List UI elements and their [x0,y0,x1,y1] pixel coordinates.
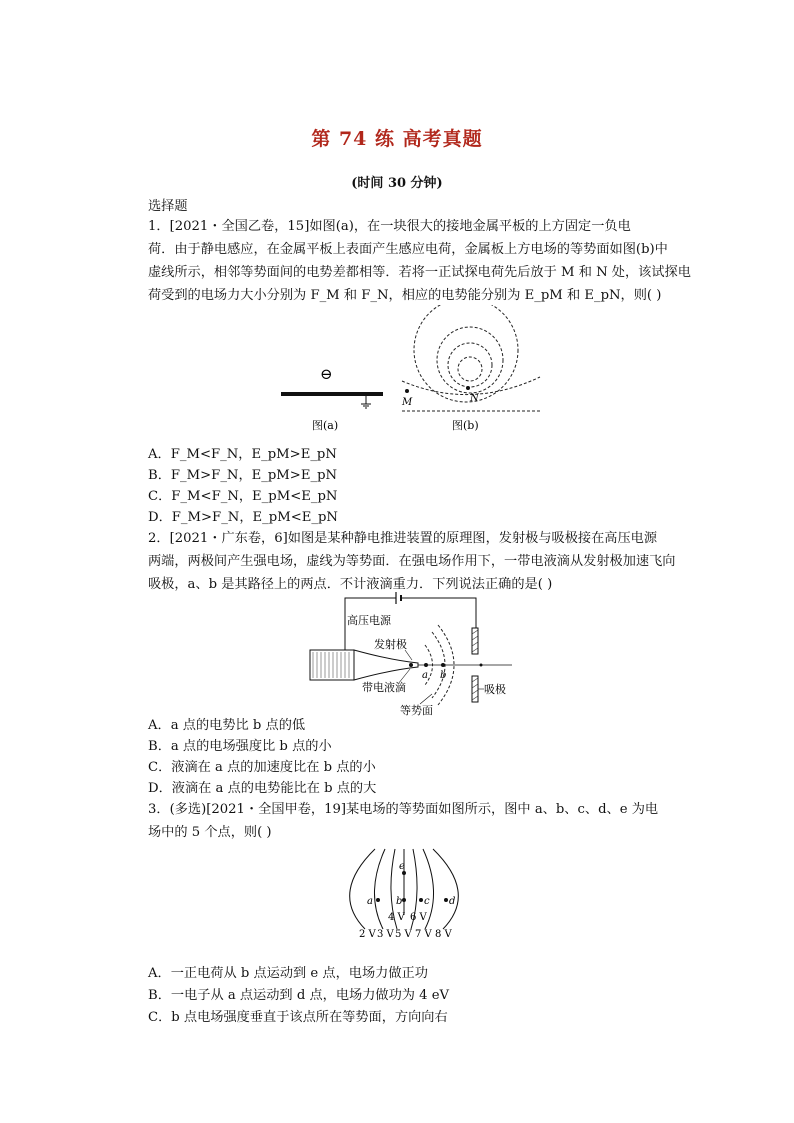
q2-figure [0,590,794,740]
svg-text:7 V: 7 V [415,929,432,940]
svg-text:e: e [399,861,405,872]
q2-text-line-1: 2．[2021・广东卷，6]如图是某种静电推进装置的原理图，发射极与吸极接在高压电源 [148,531,658,546]
q2-label-b: b [440,670,447,681]
svg-text:N: N [470,393,479,404]
q1-fig-b-point-n [466,386,470,390]
q2-option-c: C．液滴在 a 点的加速度比在 b 点的小 [148,760,376,775]
q2-label-emitter: 发射极 [374,638,407,651]
q1-figure [0,305,794,435]
q3-figure [0,845,794,955]
q1-text-line-2: 荷．由于静电感应，在金属平板上表面产生感应电荷，金属板上方电场的等势面如图(b)中 [148,242,668,257]
q1-option-b: B．F_M>F_N，E_pM>E_pN [148,468,338,483]
q1-option-a: A．F_M<F_N，E_pM>E_pN [148,447,337,462]
q1-text-line-4: 荷受到的电场力大小分别为 F_M 和 F_N，相应的电势能分别为 E_pM 和 E_pN，则( ) [148,288,662,303]
svg-text:c: c [424,896,430,907]
q2-label-absorber: 吸极 [484,683,506,696]
svg-text:3 V: 3 V [377,929,394,940]
q1-fig-a-negative-charge: ⊖ [320,365,333,383]
q1-fig-b-point-m [405,389,409,393]
q2-option-a: A．a 点的电势比 b 点的低 [148,718,306,733]
q2-text-line-2: 两端，两极间产生强电场，虚线为等势面．在强电场作用下，一带电液滴从发射极加速飞向 [148,554,676,569]
page-title: 第 74 练 高考真题 [311,128,483,150]
q3-option-b: B．一电子从 a 点运动到 d 点，电场力做功为 4 eV [148,988,450,1003]
q3-text-line-2: 场中的 5 个点，则( ) [148,825,272,840]
page-subtitle: (时间 30 分钟) [351,176,443,191]
q1-fig-a-caption: 图(a) [312,419,339,432]
q1-option-c: C．F_M<F_N，E_pM<E_pN [148,489,338,504]
q3-text-line-1: 3．(多选)[2021・全国甲卷，19]某电场的等势面如图所示，图中 a、b、c、d、e 为电 [148,802,659,817]
svg-text:M: M [402,397,413,408]
q2-label-droplet: 带电液滴 [362,681,406,694]
q1-text-line-1: 1．[2021・全国乙卷，15]如图(a)，在一块很大的接地金属平板的上方固定一负电 [148,219,631,234]
q2-option-b: B．a 点的电场强度比 b 点的小 [148,739,332,754]
svg-text:2 V: 2 V [359,929,376,940]
q2-label-equipotential: 等势面 [400,704,433,717]
q1-text-line-3: 虚线所示，相邻等势面间的电势差都相等．若将一正试探电荷先后放于 M 和 N 处，该试探电 [148,265,691,280]
svg-text:d: d [449,896,456,907]
svg-text:4 V: 4 V [388,912,405,923]
q2-text-line-3: 吸极，a、b 是其路径上的两点．不计液滴重力．下列说法正确的是( ) [148,577,553,592]
q2-label-power: 高压电源 [347,614,391,627]
section-label: 选择题 [148,199,188,214]
svg-text:8 V: 8 V [435,929,452,940]
q1-fig-b-caption: 图(b) [452,419,479,432]
q2-option-d: D．液滴在 a 点的电势能比在 b 点的大 [148,781,377,796]
svg-text:b: b [396,896,403,907]
q2-label-a: a [422,670,428,681]
svg-text:6 V: 6 V [410,912,427,923]
q3-option-a: A．一正电荷从 b 点运动到 e 点，电场力做正功 [148,966,428,981]
svg-text:5 V: 5 V [395,929,412,940]
q3-option-c: C．b 点电场强度垂直于该点所在等势面，方向向右 [148,1010,448,1025]
svg-text:a: a [367,896,373,907]
q1-option-d: D．F_M>F_N，E_pM<E_pN [148,510,338,525]
q2-emitter-tube [310,650,354,680]
q1-fig-a-metal-plate [281,392,383,396]
